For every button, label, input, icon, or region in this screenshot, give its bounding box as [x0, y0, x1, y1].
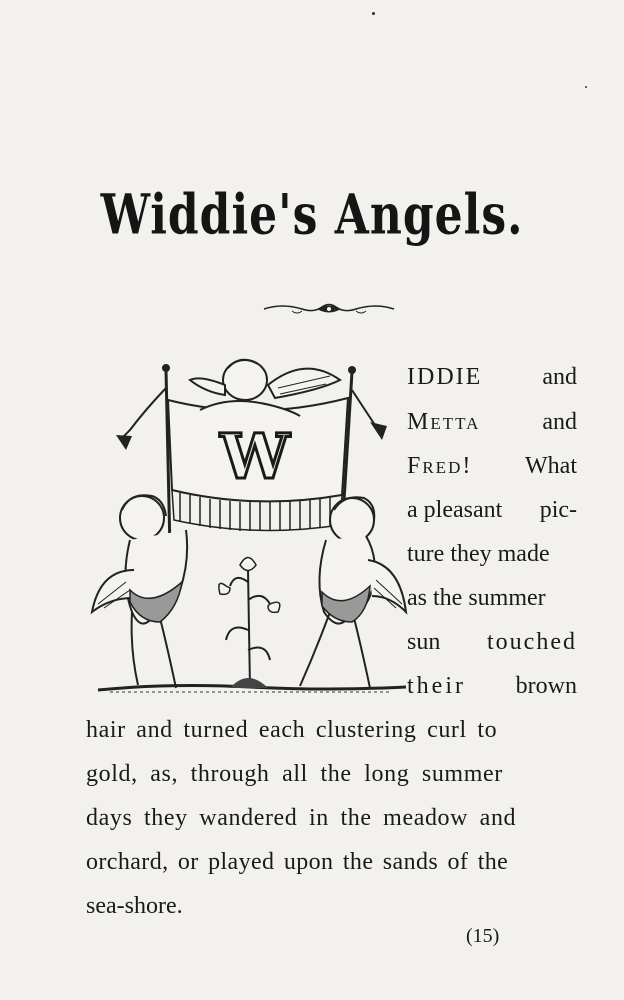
word: a pleasant: [407, 497, 503, 523]
word: as the summer: [407, 585, 546, 611]
text-line: sea-shore.: [86, 893, 183, 919]
text-line: days they wandered in the meadow and: [86, 805, 517, 831]
text-line: [407, 627, 577, 657]
word: and: [542, 364, 577, 390]
text-line: [407, 451, 577, 481]
ornament-divider-icon: [262, 300, 396, 318]
text-line: [407, 671, 577, 701]
text-line: [407, 539, 577, 569]
text-line: [407, 407, 577, 437]
word: sun: [407, 629, 441, 655]
text-line: [407, 362, 577, 392]
word: and: [542, 409, 577, 435]
banner-letter: W: [220, 420, 290, 493]
text-line: hair and turned each clustering curl to: [86, 717, 498, 743]
word: IDDIE: [407, 364, 483, 390]
word: brown: [515, 673, 577, 699]
text-line: gold, as, through all the long summer: [86, 761, 503, 787]
text-line: [407, 495, 577, 525]
page-number: (15): [466, 925, 500, 947]
word: pic-: [539, 497, 577, 523]
text-line: orchard, or played upon the sands of the: [86, 849, 509, 875]
text-line: [407, 583, 577, 613]
word: their: [407, 673, 466, 699]
word: What: [525, 453, 577, 479]
chapter-title: Widdie's Angels.: [100, 183, 524, 248]
word: Metta: [407, 409, 481, 435]
cherubs-holding-banner-icon: [90, 350, 410, 700]
word: ture they made: [407, 541, 550, 567]
word: Fred!: [407, 453, 473, 479]
speck: [585, 86, 587, 88]
word: touched: [487, 629, 577, 655]
speck: [372, 12, 375, 15]
